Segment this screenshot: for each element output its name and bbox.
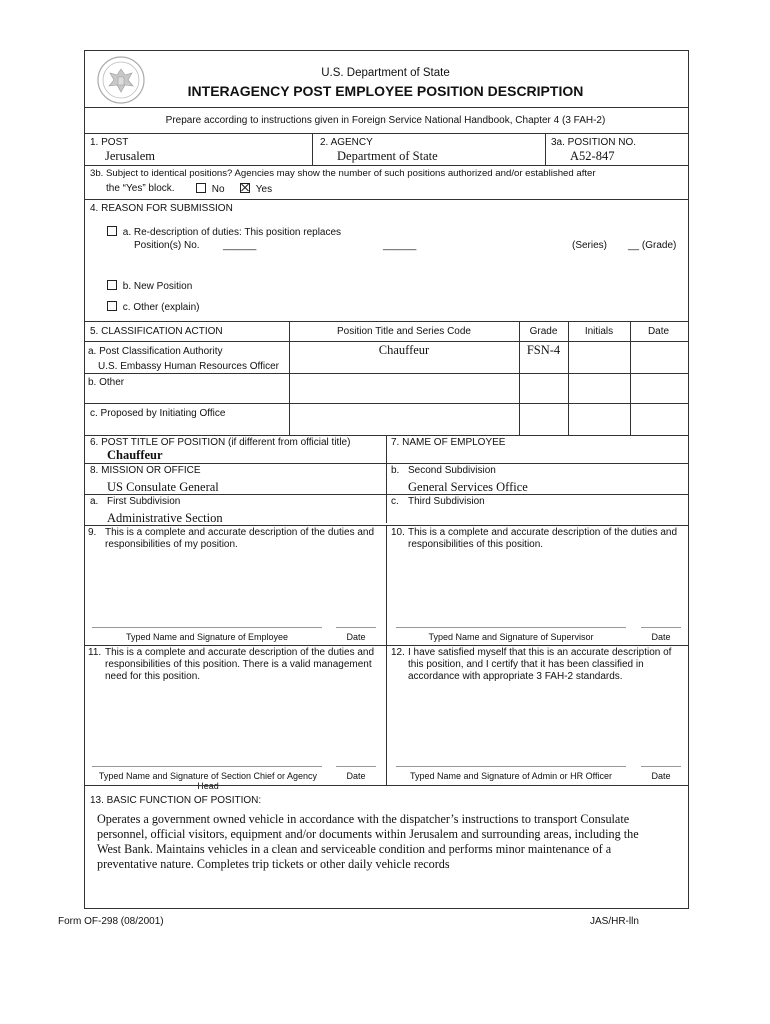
basic-function-label: 13. BASIC FUNCTION OF POSITION:: [90, 795, 262, 806]
second-subdivision-prefix: b.: [391, 465, 400, 476]
item-12-number: 12.: [391, 647, 405, 658]
mission-value[interactable]: US Consulate General: [107, 480, 219, 494]
item-9-number: 9.: [88, 527, 97, 538]
other-classification-label: b. Other: [88, 377, 125, 388]
position-no-blank-2[interactable]: ______: [383, 240, 417, 251]
item-12-text-2: this position, and I certify that it has been classified in: [408, 659, 644, 670]
mission-label: 8. MISSION OR OFFICE: [90, 465, 201, 476]
position-no-value[interactable]: A52-847: [570, 149, 615, 163]
yes-checkbox-group[interactable]: [240, 183, 272, 195]
item-12-text-1: I have satisfied myself that this is an accurate description of: [408, 647, 672, 658]
agency-label: 2. AGENCY: [320, 137, 373, 148]
hr-officer-signature-label: Typed Name and Signature of Admin or HR Officer: [410, 771, 612, 781]
reason-label: 4. REASON FOR SUBMISSION: [90, 203, 233, 214]
department-name: U.S. Department of State: [321, 67, 450, 79]
no-checkbox-group[interactable]: [196, 183, 225, 195]
other-option[interactable]: [107, 301, 199, 313]
no-label: No: [211, 184, 225, 195]
basic-function-line-4[interactable]: preventative nature. Completes trip tickets or other daily vehicle records: [97, 857, 450, 871]
employee-signature-line[interactable]: [92, 627, 322, 628]
post-value[interactable]: Jerusalem: [105, 149, 155, 163]
other-checkbox[interactable]: [107, 301, 117, 311]
position-no-label: 3a. POSITION NO.: [551, 137, 637, 148]
supervisor-date-line[interactable]: [641, 627, 681, 628]
third-subdivision-prefix: c.: [391, 496, 399, 507]
new-position-text: b. New Position: [122, 281, 193, 292]
item-9-text-1: This is a complete and accurate description of the duties and: [105, 527, 375, 538]
item-11-number: 11.: [88, 647, 102, 658]
agency-value[interactable]: Department of State: [337, 149, 438, 163]
basic-function-line-3[interactable]: West Bank. Maintains vehicles in a clean and serviceable condition and performs minor maintenance of a: [97, 842, 612, 856]
positions-no-label: Position(s) No.: [134, 240, 200, 251]
supervisor-signature-label: Typed Name and Signature of Supervisor: [428, 632, 594, 642]
new-position-checkbox[interactable]: [107, 280, 117, 290]
first-subdivision-label: First Subdivision: [107, 496, 181, 507]
classification-label: 5. CLASSIFICATION ACTION: [90, 326, 223, 337]
post-title-value[interactable]: Chauffeur: [107, 448, 163, 462]
redescription-checkbox[interactable]: [107, 226, 117, 236]
item-9-text-2: responsibilities of my position.: [105, 539, 238, 550]
hr-officer-date-label: Date: [651, 771, 671, 781]
grade-label: __ (Grade): [628, 240, 677, 251]
supervisor-date-label: Date: [651, 632, 671, 642]
first-subdivision-value[interactable]: Administrative Section: [107, 511, 223, 525]
item-11-text-3: need for this position.: [105, 671, 201, 682]
hr-officer-signature-line[interactable]: [396, 766, 626, 767]
third-subdivision-label: Third Subdivision: [408, 496, 485, 507]
first-subdivision-prefix: a.: [90, 496, 99, 507]
form-code: JAS/HR-lln: [590, 916, 639, 927]
identical-positions-note: the “Yes” block.: [106, 183, 175, 194]
second-subdivision-value[interactable]: General Services Office: [408, 480, 528, 494]
classification-grade-value[interactable]: FSN-4: [526, 343, 561, 357]
hr-officer-date-line[interactable]: [641, 766, 681, 767]
col-title-header: Position Title and Series Code: [337, 326, 471, 337]
supervisor-signature-line[interactable]: [396, 627, 626, 628]
series-label: (Series): [572, 240, 608, 251]
employee-signature-label: Typed Name and Signature of Employee: [125, 632, 289, 642]
employee-date-label: Date: [346, 632, 366, 642]
post-classification-label: a. Post Classification Authority: [88, 346, 223, 357]
yes-checkbox-checked[interactable]: [240, 183, 250, 193]
basic-function-line-2[interactable]: personnel, official visitors, equipment and/or documents within Jerusalem and surrounding areas, including the: [97, 827, 639, 841]
item-10-text-1: This is a complete and accurate description of the duties and: [408, 527, 678, 538]
basic-function-line-1[interactable]: Operates a government owned vehicle in accordance with the dispatcher’s instructions to transport Consulate: [97, 812, 630, 826]
col-initials-header: Initials: [584, 326, 614, 337]
col-date-header: Date: [647, 326, 670, 337]
section-chief-date-label: Date: [346, 771, 366, 781]
other-text: c. Other (explain): [122, 302, 200, 313]
item-10-number: 10.: [391, 527, 405, 538]
initiating-office-label: c. Proposed by Initiating Office: [90, 408, 226, 419]
no-checkbox[interactable]: [196, 183, 206, 193]
section-chief-signature-label: Typed Name and Signature of Section Chief or Agency Head: [98, 771, 318, 791]
item-12-text-3: accordance with appropriate 3 FAH-2 standards.: [408, 671, 623, 682]
new-position-option[interactable]: [107, 280, 192, 292]
item-11-text-2: responsibilities of this position. There is a valid management: [105, 659, 372, 670]
post-label: 1. POST: [90, 137, 129, 148]
item-11-text-1: This is a complete and accurate description of the duties and: [105, 647, 375, 658]
form-number: Form OF-298 (08/2001): [58, 916, 164, 927]
post-title-label: 6. POST TITLE OF POSITION (if different from official title): [90, 437, 351, 448]
section-chief-date-line[interactable]: [336, 766, 376, 767]
post-classification-sub: U.S. Embassy Human Resources Officer: [98, 361, 279, 372]
item-10-text-2: responsibilities of this position.: [408, 539, 544, 550]
yes-label: Yes: [255, 184, 273, 195]
redescription-text: a. Re-description of duties: This position replaces: [122, 227, 342, 238]
section-chief-signature-line[interactable]: [92, 766, 322, 767]
employee-date-line[interactable]: [336, 627, 376, 628]
classification-title-value[interactable]: Chauffeur: [378, 343, 430, 357]
position-no-blank[interactable]: ______: [223, 240, 257, 251]
form-title: INTERAGENCY POST EMPLOYEE POSITION DESCRIPTION: [187, 83, 584, 99]
col-grade-header: Grade: [529, 326, 558, 337]
redescription-option[interactable]: [107, 226, 341, 238]
employee-name-label: 7. NAME OF EMPLOYEE: [391, 437, 506, 448]
instructions: Prepare according to instructions given in Foreign Service National Handbook, Chapter 4 (3 FAH-2): [165, 115, 606, 126]
identical-positions-question: 3b. Subject to identical positions? Agencies may show the number of such positions authorized and/or established after: [90, 168, 596, 179]
second-subdivision-label: Second Subdivision: [408, 465, 496, 476]
